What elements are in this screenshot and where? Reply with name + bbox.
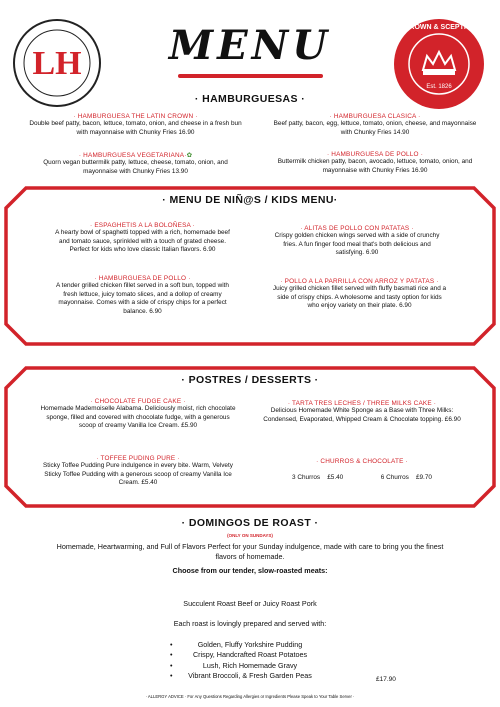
roast-price: £17.90 bbox=[376, 676, 396, 683]
list-item: • Golden, Fluffy Yorkshire Pudding bbox=[170, 640, 303, 649]
item-name: · TARTA TRES LECHES / THREE MILKS CAKE · bbox=[287, 400, 437, 407]
burger-latin-crown bbox=[28, 113, 243, 137]
crown-logo-est: Est. 1826 bbox=[426, 84, 452, 90]
item-name: · HAMBURGUESA CLASICA · bbox=[329, 113, 421, 120]
kids-menu-title: · MENU DE NIÑ@S / KIDS MENU· bbox=[162, 194, 338, 206]
roast-title: · DOMINGOS DE ROAST · bbox=[181, 517, 319, 529]
crown-logo-name: CROWN & SCEPTRE bbox=[404, 24, 474, 31]
dessert-churros bbox=[262, 458, 462, 483]
item-name: · CHURROS & CHOCOLATE · bbox=[316, 458, 408, 465]
item-name: · CHOCOLATE FUDGE CAKE · bbox=[90, 398, 186, 405]
roast-choose: Choose from our tender, slow-roasted meats: bbox=[172, 566, 328, 575]
item-name: · HAMBURGUESA THE LATIN CROWN · bbox=[73, 113, 198, 120]
kids-hamburguesa-pollo bbox=[55, 275, 230, 316]
item-desc: Double beef patty, bacon, lettuce, tomato, onion, and cheese in a fresh bun with mayonnaise with Chunky Fries 16.90 bbox=[29, 120, 242, 136]
item-name: · HAMBURGUESA DE POLLO · bbox=[326, 151, 424, 158]
roast-meats: Succulent Roast Beef or Juicy Roast Pork bbox=[183, 599, 317, 608]
logo-letters: LH bbox=[32, 45, 82, 82]
churros-3-price: £5.40 bbox=[327, 474, 344, 481]
desserts-title: · POSTRES / DESSERTS · bbox=[181, 374, 319, 386]
dessert-toffee-pudding bbox=[38, 455, 238, 488]
item-desc: A hearty bowl of spaghetti topped with a rich, homemade beef and tomato sauce, sprinkled with a touch of grated cheese. Perfect for kids who love classic Italian flavors. 6.90 bbox=[55, 229, 230, 254]
burger-pollo bbox=[270, 151, 480, 175]
roast-subtitle: (ONLY ON SUNDAYS) bbox=[227, 533, 273, 538]
hamburguesas-title: · HAMBURGUESAS · bbox=[194, 93, 306, 105]
kids-pollo-parrilla bbox=[272, 278, 447, 311]
churros-options bbox=[262, 474, 462, 483]
item-desc: Buttermilk chicken patty, bacon, avocado, lettuce, tomato, onion, and mayonnaise with Chunky Fries 16.90 bbox=[277, 158, 473, 174]
item-desc: Crispy golden chicken wings served with a side of crunchy fries. A fun finger food meal that's both delicious and satisfying. 6.90 bbox=[274, 232, 440, 257]
item-name: · POLLO A LA PARRILLA CON ARROZ Y PATATAS · bbox=[280, 278, 439, 285]
menu-title: MENU bbox=[168, 22, 332, 69]
item-name: · ESPAGHETIS A LA BOLOÑESA · bbox=[90, 222, 195, 229]
item-desc: Delicious Homemade White Sponge as a Base with Three Milks: Condensed, Evaporated, Whipped Cream & Chocolate topping. £6.90 bbox=[263, 407, 461, 423]
item-desc: Beef patty, bacon, egg, lettuce, tomato, onion, cheese, and mayonnaise with Chunky Fries 14.90 bbox=[273, 120, 477, 136]
burger-vegetariana bbox=[28, 151, 243, 176]
item-desc: A tender grilled chicken fillet served in a soft bun, topped with fresh lettuce, juicy tomato slices, and a dollop of creamy mayonnaise. Comes with a side of crispy chips for a perfect balance. 6.90 bbox=[55, 282, 229, 315]
item-desc: Sticky Toffee Pudding Pure indulgence in every bite. Warm, Velvety Sticky Toffee Pudding with a generous scoop of creamy Vanilla Ice Cream. £5.40 bbox=[43, 462, 233, 487]
list-item: • Vibrant Broccoli, & Fresh Garden Peas bbox=[170, 670, 312, 680]
item-desc: Homemade Mademoiselle Alabama. Deliciously moist, rich chocolate sponge, filled and covered with chocolate fudge, with a generous scoop of creamy Vanilla Ice Cream. £5.90 bbox=[40, 405, 236, 430]
kids-espaghetis bbox=[55, 222, 230, 255]
item-name: · HAMBURGUESA VEGETARIANA·✿ bbox=[78, 152, 193, 159]
list-item: • Crispy, Handcrafted Roast Potatoes bbox=[170, 650, 308, 660]
title-underline bbox=[178, 74, 323, 78]
item-desc: Juicy grilled chicken fillet served with fluffy basmati rice and a side of crispy chips. A wholesome and tasty option for kids who enjoy variety on their plate. 6.90 bbox=[272, 285, 447, 310]
leaf-icon: ✿ bbox=[186, 152, 193, 159]
kids-alitas bbox=[272, 225, 442, 258]
churros-6-label: 6 Churros bbox=[380, 474, 409, 481]
item-desc: Quorn vegan buttermilk patty, lettuce, cheese, tomato, onion, and mayonnaise with Chunky Fries 13.90 bbox=[43, 159, 228, 175]
burger-clasica bbox=[270, 113, 480, 137]
roast-served: Each roast is lovingly prepared and served with: bbox=[173, 619, 327, 628]
allergy-advice: · ALLERGY ADVICE · For Any Questions Regarding Allergies or Ingredients Please Speak to Your Table Server · bbox=[145, 694, 355, 699]
kids-menu-panel bbox=[4, 186, 496, 346]
churros-3-label: 3 Churros bbox=[292, 474, 321, 481]
item-name: · ALITAS DE POLLO CON PATATAS · bbox=[300, 225, 414, 232]
churros-6-price: £9.70 bbox=[415, 474, 432, 481]
dessert-chocolate-fudge bbox=[38, 398, 238, 431]
roast-sides-list bbox=[170, 640, 370, 681]
list-item: • Lush, Rich Homemade Gravy bbox=[170, 660, 298, 670]
item-name: · HAMBURGUESA DE POLLO · bbox=[94, 275, 191, 282]
item-name: · TOFFEE PUDING PURE · bbox=[96, 455, 180, 462]
roast-intro: Homemade, Heartwarming, and Full of Flavors Perfect for your Sunday indulgence, made with care to bring you the finest flavors of homemade. bbox=[56, 542, 444, 561]
dessert-tres-leches bbox=[262, 400, 462, 424]
